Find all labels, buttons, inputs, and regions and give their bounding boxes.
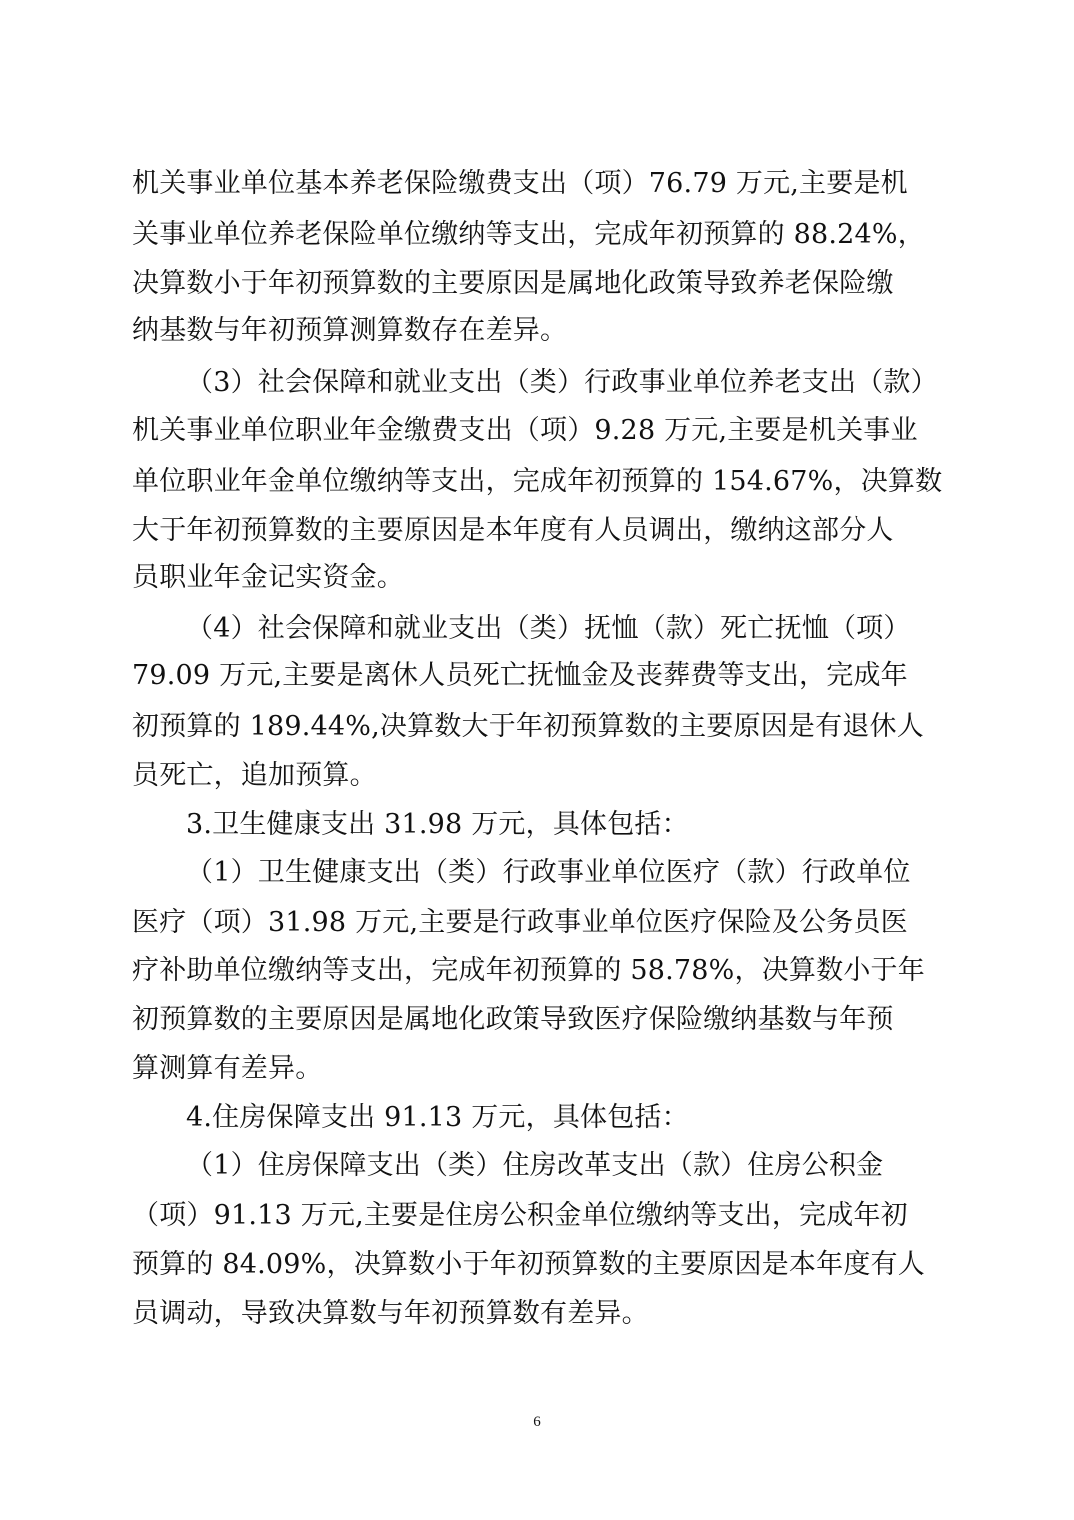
paragraph-start-line: （1）住房保障支出（类）住房改革支出（款）住房公积金: [186, 1150, 884, 1181]
body-line: （项）91.13 万元,主要是住房公积金单位缴纳等支出，完成年初: [132, 1200, 908, 1231]
paragraph-start-line: （1）卫生健康支出（类）行政事业单位医疗（款）行政单位: [186, 857, 911, 888]
body-line: 预算的 84.09%，决算数小于年初预算数的主要原因是本年度有人: [132, 1249, 925, 1280]
page-number: 6: [533, 1414, 541, 1430]
body-line: 算测算有差异。: [132, 1053, 323, 1084]
body-line: 机关事业单位职业年金缴费支出（项）9.28 万元,主要是机关事业: [132, 415, 918, 446]
body-line: 员死亡，追加预算。: [132, 760, 377, 791]
paragraph-start-line: （3）社会保障和就业支出（类）行政事业单位养老支出（款）: [186, 367, 938, 398]
section-heading: 4.住房保障支出 91.13 万元，具体包括：: [186, 1102, 689, 1133]
body-line: 初预算的 189.44%,决算数大于年初预算数的主要原因是有退休人: [132, 711, 924, 742]
body-line: 决算数小于年初预算数的主要原因是属地化政策导致养老保险缴: [132, 268, 894, 299]
body-line: 医疗（项）31.98 万元,主要是行政事业单位医疗保险及公务员医: [132, 907, 908, 938]
body-line: 单位职业年金单位缴纳等支出，完成年初预算的 154.67%，决算数: [132, 466, 943, 497]
section-heading: 3.卫生健康支出 31.98 万元，具体包括：: [186, 809, 689, 840]
body-line: 初预算数的主要原因是属地化政策导致医疗保险缴纳基数与年预: [132, 1004, 894, 1035]
body-line: 机关事业单位基本养老保险缴费支出（项）76.79 万元,主要是机: [132, 168, 908, 199]
body-line: 纳基数与年初预算测算数存在差异。: [132, 315, 568, 346]
body-line: 关事业单位养老保险单位缴纳等支出，完成年初预算的 88.24%，: [132, 219, 925, 250]
body-line: 大于年初预算数的主要原因是本年度有人员调出，缴纳这部分人: [132, 515, 894, 546]
body-line: 疗补助单位缴纳等支出，完成年初预算的 58.78%，决算数小于年: [132, 955, 925, 986]
body-line: 员职业年金记实资金。: [132, 562, 404, 593]
body-line: 员调动，导致决算数与年初预算数有差异。: [132, 1298, 649, 1329]
paragraph-start-line: （4）社会保障和就业支出（类）抚恤（款）死亡抚恤（项）: [186, 613, 911, 644]
body-line: 79.09 万元,主要是离休人员死亡抚恤金及丧葬费等支出，完成年: [132, 660, 908, 691]
